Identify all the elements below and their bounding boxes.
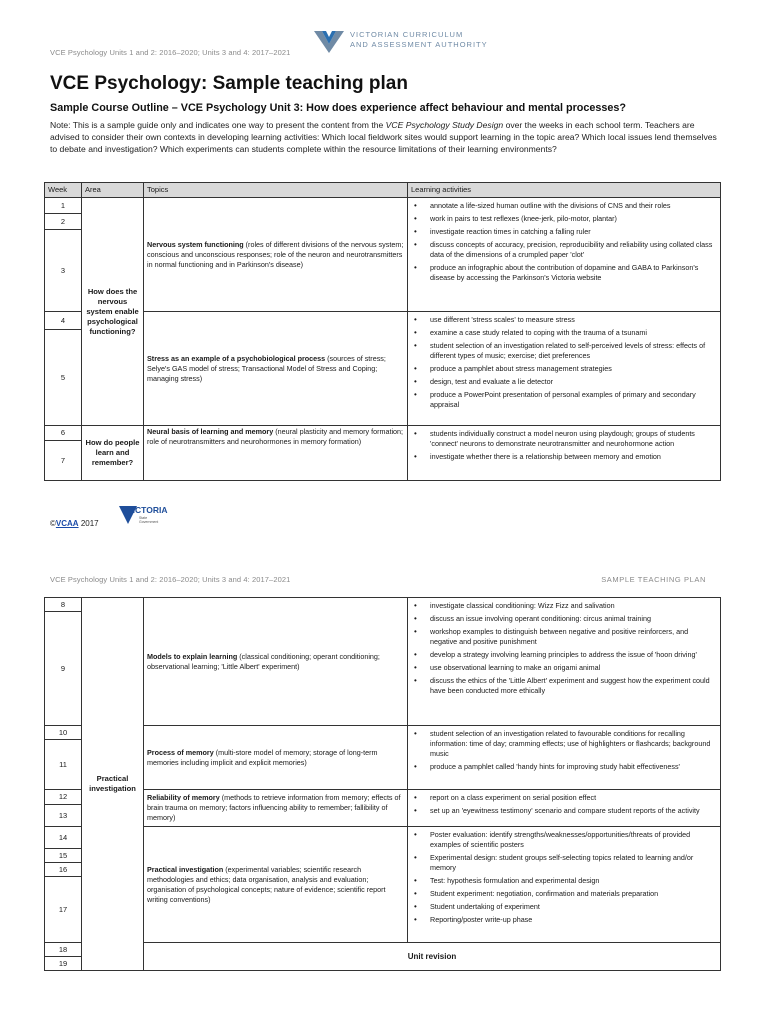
- topic-title: Models to explain learning: [147, 651, 238, 661]
- activity-item: • Reporting/poster write-up phase: [412, 915, 716, 925]
- table-row: [45, 312, 721, 330]
- col-learning-activities: Learning activities: [408, 183, 721, 198]
- intro-note: [50, 119, 720, 155]
- running-header-right: SAMPLE TEACHING PLAN: [601, 575, 706, 584]
- activity-item: • produce a pamphlet about stress management strategies: [412, 364, 716, 374]
- vcaa-link[interactable]: VCAA: [55, 519, 79, 528]
- table-row: [45, 198, 721, 214]
- copyright-year: 2017: [80, 519, 99, 528]
- topic-cell: [144, 198, 408, 312]
- topic-detail: (multi-store model of memory; storage of long-term memories including implicit and explicit memories): [147, 747, 378, 767]
- activity-item: • produce an infographic about the contribution of dopamine and GABA to Parkinson's disease by accessing the Parkinson's Victoria website: [412, 263, 716, 283]
- topic-title: Reliability of memory: [147, 793, 220, 802]
- week-cell: 17: [45, 877, 82, 943]
- activities-cell: [408, 790, 721, 827]
- week-cell: 3: [45, 230, 82, 312]
- week-cell: 2: [45, 214, 82, 230]
- topic-detail: (experimental variables; scientific research methodologies and ethics; data organisation, analysis and evaluation; organisation of psychological concepts; nature of evidence; scientific report writing conventions): [147, 864, 386, 904]
- study-design-title: VCE Psychology Study Design: [385, 120, 504, 130]
- victoria-logo-sub-1: State: [139, 516, 148, 520]
- week-cell: 8: [45, 598, 82, 612]
- week-cell: 14: [45, 827, 82, 849]
- activity-item: • investigate reaction times in catching a falling ruler: [412, 227, 716, 237]
- activity-item: • report on a class experiment on serial position effect: [412, 793, 716, 803]
- activity-item: • use different 'stress scales' to measure stress: [412, 315, 716, 325]
- victoria-logo-word: VICTORIA: [127, 505, 168, 515]
- activity-item: • design, test and evaluate a lie detector: [412, 377, 716, 387]
- activity-item: • Experimental design: student groups self-selecting topics related to learning and/or memory: [412, 853, 716, 873]
- topic-title: Nervous system functioning: [147, 239, 244, 249]
- activity-item: • use observational learning to make an origami animal: [412, 663, 716, 673]
- table-row: [45, 726, 721, 740]
- activity-item: • Student undertaking of experiment: [412, 902, 716, 912]
- victoria-logo-sub: [139, 516, 158, 524]
- vcaa-logo-text: [350, 30, 488, 50]
- topic-detail: (methods to retrieve information from memory; effects of brain trauma on memory; factors influencing ability to remember; fallibility of memory): [147, 793, 401, 822]
- week-cell: 7: [45, 441, 82, 481]
- activity-item: • students individually construct a model neuron using playdough; groups of students 'connect' neurons to demonstrate neurotransmitter and neurohormone action: [412, 429, 716, 449]
- topic-detail: (neural plasticity and memory formation; role of neurotransmitters and neurohormones in memory formation): [147, 427, 404, 446]
- topic-detail: (sources of stress; Selye's GAS model of stress; Transactional Model of Stress and Coping; managing stress): [147, 353, 386, 383]
- running-header-page-2: VCE Psychology Units 1 and 2: 2016–2020; Units 3 and 4: 2017–2021: [50, 575, 291, 584]
- week-cell: 1: [45, 198, 82, 214]
- week-cell: 19: [45, 957, 82, 971]
- victoria-state-government-logo: [117, 503, 169, 527]
- table-row: [45, 426, 721, 441]
- topic-cell: [144, 426, 408, 481]
- week-cell: 12: [45, 790, 82, 805]
- activity-item: • student selection of an investigation related to self-perceived levels of stress: effects of different types of music; exercise; diet preferences: [412, 341, 716, 361]
- teaching-plan-table-1: [44, 182, 721, 481]
- topic-title: Stress as an example of a psychobiological process: [147, 353, 326, 363]
- logo-line-1: VICTORIAN CURRICULUM: [350, 30, 464, 39]
- activity-item: • Student experiment: negotiation, confirmation and materials preparation: [412, 889, 716, 899]
- week-cell: 10: [45, 726, 82, 740]
- activity-item: • annotate a life-sized human outline with the divisions of CNS and their roles: [412, 201, 716, 211]
- activities-cell: [408, 198, 721, 312]
- running-header: VCE Psychology Units 1 and 2: 2016–2020; Units 3 and 4: 2017–2021: [50, 48, 291, 57]
- copyright-symbol: ©: [50, 519, 56, 528]
- unit-revision-cell: Unit revision: [144, 943, 721, 971]
- week-cell: 11: [45, 740, 82, 790]
- topic-title: Practical investigation: [147, 864, 224, 874]
- table-row: [45, 943, 721, 957]
- week-cell: 4: [45, 312, 82, 330]
- topic-cell: [144, 790, 408, 827]
- week-cell: 16: [45, 863, 82, 877]
- activity-item: • set up an 'eyewitness testimony' scenario and compare student reports of the activity: [412, 806, 716, 816]
- topic-title: Neural basis of learning and memory: [147, 427, 274, 436]
- topic-detail: (classical conditioning; operant conditioning; observational learning; 'Little Albert' experiment): [147, 651, 380, 671]
- table-header-row: [45, 183, 721, 198]
- topic-cell: [144, 827, 408, 943]
- activities-cell: [408, 726, 721, 790]
- activity-item: • Poster evaluation: identify strengths/weaknesses/opportunities/threats of provided examples of scientific posters: [412, 830, 716, 850]
- activity-item: • Test: hypothesis formulation and experimental design: [412, 876, 716, 886]
- activity-item: • produce a pamphlet called 'handy hints for improving study habit effectiveness': [412, 762, 716, 772]
- table-row: [45, 598, 721, 612]
- week-cell: 18: [45, 943, 82, 957]
- activity-item: • student selection of an investigation related to favourable conditions for recalling information: time of day; cramming effects; use of highlighters or flashcards; background music: [412, 729, 716, 759]
- topic-cell: [144, 312, 408, 426]
- activities-cell: [408, 598, 721, 726]
- topic-cell: [144, 726, 408, 790]
- week-cell: 6: [45, 426, 82, 441]
- copyright-footer: [50, 519, 99, 528]
- vcaa-logo-icon: [314, 27, 344, 53]
- page-title: VCE Psychology: Sample teaching plan: [50, 73, 408, 94]
- col-week: Week: [45, 183, 82, 198]
- week-cell: 5: [45, 330, 82, 426]
- area-cell: Practical investigation: [82, 598, 144, 971]
- activity-item: • work in pairs to test reflexes (knee-jerk, pilo-motor, plantar): [412, 214, 716, 224]
- course-outline-subtitle: Sample Course Outline – VCE Psychology Unit 3: How does experience affect behaviour and mental processes?: [50, 102, 626, 114]
- week-cell: 15: [45, 849, 82, 863]
- activity-item: • workshop examples to distinguish between negative and positive reinforcers, and negative and positive punishment: [412, 627, 716, 647]
- victoria-logo-sub-2: Government: [139, 520, 159, 524]
- activity-item: • examine a case study related to coping with the trauma of a tsunami: [412, 328, 716, 338]
- activity-item: • discuss the ethics of the 'Little Albert' experiment and suggest how the experiment could have been conducted more ethically: [412, 676, 716, 696]
- activities-cell: [408, 827, 721, 943]
- col-area: Area: [82, 183, 144, 198]
- topic-title: Process of memory: [147, 747, 214, 757]
- topic-detail: (roles of different divisions of the nervous system; conscious and unconscious responses; role of the neuron and neurotransmitters in normal functioning and in Parkinson's disease): [147, 239, 404, 269]
- activity-item: • investigate whether there is a relationship between memory and emotion: [412, 452, 716, 462]
- activity-item: • develop a strategy involving learning principles to address the issue of 'hoon driving': [412, 650, 716, 660]
- activity-item: • produce a PowerPoint presentation of personal examples of primary and secondary appraisal: [412, 390, 716, 410]
- activity-item: • discuss an issue involving operant conditioning: circus animal training: [412, 614, 716, 624]
- table-row: [45, 827, 721, 849]
- logo-line-2: AND ASSESSMENT AUTHORITY: [350, 40, 488, 49]
- note-text-b: over the weeks in each school term. Teachers are advised to consider their own contexts in developing learning activities: Which local fieldwork sites would support learning in the topic area? Which local issues lend themselves to debate and investigation? Which experiments can students complete within the resource limitations of their learning environments?: [50, 120, 717, 154]
- col-topics: Topics: [144, 183, 408, 198]
- activity-item: • discuss concepts of accuracy, precision, reproducibility and reliability using collated class data of the dimensions of a crumpled paper 'clot': [412, 240, 716, 260]
- teaching-plan-table-2: [44, 597, 721, 971]
- area-cell: How does the nervous system enable psychological functioning?: [82, 198, 144, 426]
- topic-cell: [144, 598, 408, 726]
- note-text-a: Note: This is a sample guide only and indicates one way to present the content from the: [50, 120, 386, 130]
- week-cell: 9: [45, 612, 82, 726]
- activities-cell: [408, 426, 721, 481]
- table-row: [45, 790, 721, 805]
- week-cell: 13: [45, 805, 82, 827]
- area-cell: How do people learn and remember?: [82, 426, 144, 481]
- activities-cell: [408, 312, 721, 426]
- activity-item: • investigate classical conditioning: Wizz Fizz and salivation: [412, 601, 716, 611]
